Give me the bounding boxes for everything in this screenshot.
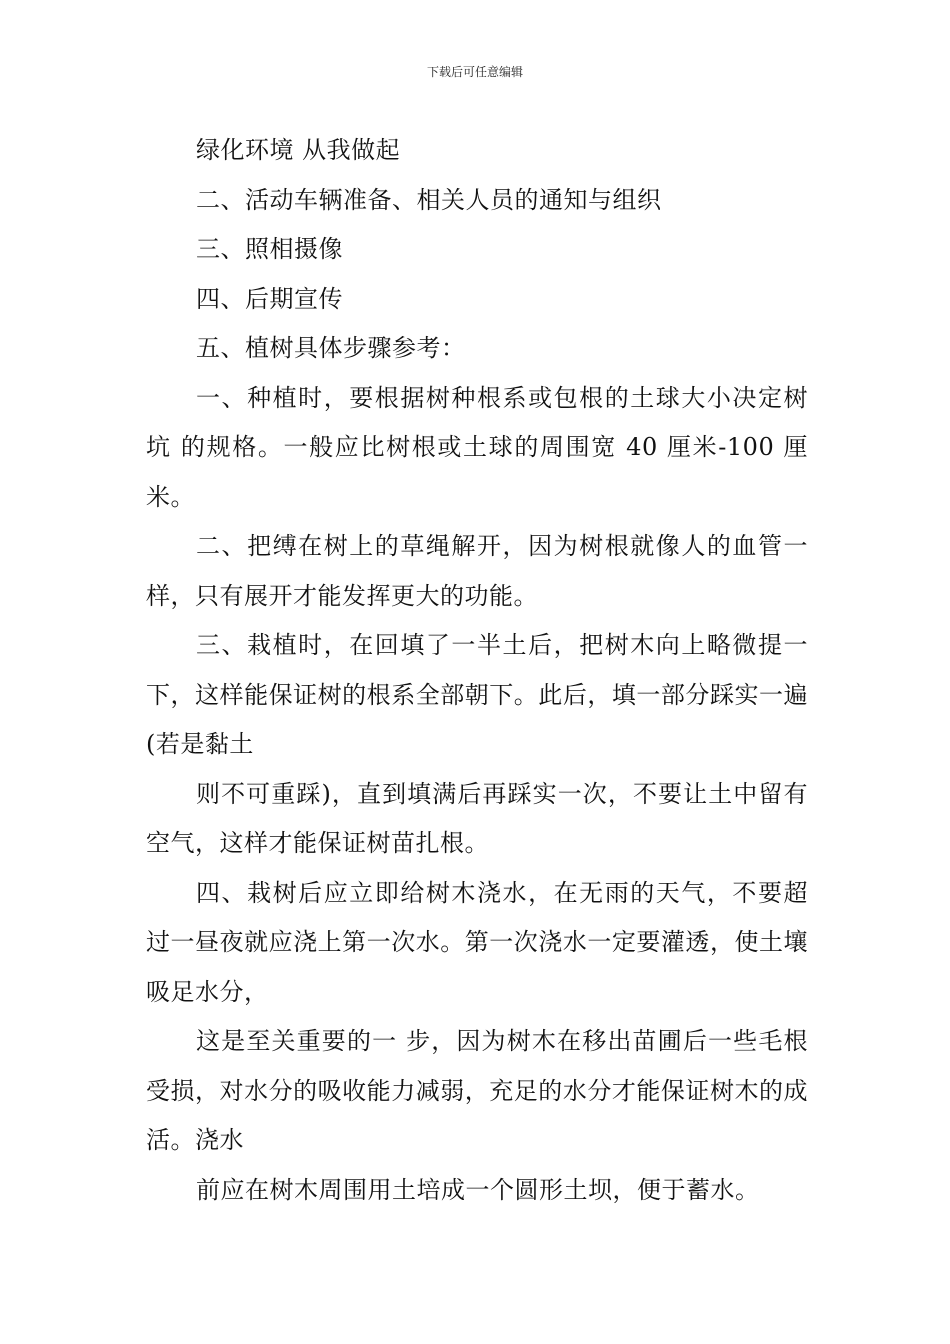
- paragraph-step-3-cont: 则不可重踩)，直到填满后再踩实一次，不要让土中留有空气，这样才能保证树苗扎根。: [146, 779, 808, 857]
- paragraph-title: 绿化环境 从我做起: [196, 136, 401, 164]
- paragraph-step-4-cont: 这是至关重要的一 步，因为树木在移出苗圃后一些毛根受损，对水分的吸收能力减弱，充足的水分才能保证树木的成活。浇水: [146, 1027, 808, 1154]
- paragraph-item-2: 二、活动车辆准备、相关人员的通知与组织: [196, 185, 662, 214]
- document-body: [146, 126, 808, 1215]
- paragraph-item-3: 三、照相摄像: [196, 235, 343, 263]
- paragraph-step-3: 三、栽植时，在回填了一半土后，把树木向上略微提一下，这样能保证树的根系全部朝下。此后，填一部分踩实一遍(若是黏土: [146, 631, 808, 758]
- paragraph-step-4: 四、栽树后应立即给树木浇水，在无雨的天气，不要超过一昼夜就应浇上第一次水。第一次浇水一定要灌透，使土壤吸足水分，: [146, 878, 808, 1006]
- paragraph-item-4: 四、后期宣传: [196, 284, 343, 313]
- paragraph-step-1: 一、种植时，要根据树种根系或包根的土球大小决定树坑 的规格。一般应比树根或土球的周围宽 40 厘米-100 厘米。: [146, 383, 808, 511]
- paragraph-item-5: 五、植树具体步骤参考：: [196, 334, 466, 362]
- paragraph-step-4-end: 前应在树木周围用土培成一个圆形土坝，便于蓄水。: [196, 1175, 760, 1204]
- page-header: 下载后可任意编辑: [426, 65, 523, 79]
- paragraph-step-2: 二、把缚在树上的草绳解开，因为树根就像人的血管一样，只有展开才能发挥更大的功能。: [146, 532, 808, 610]
